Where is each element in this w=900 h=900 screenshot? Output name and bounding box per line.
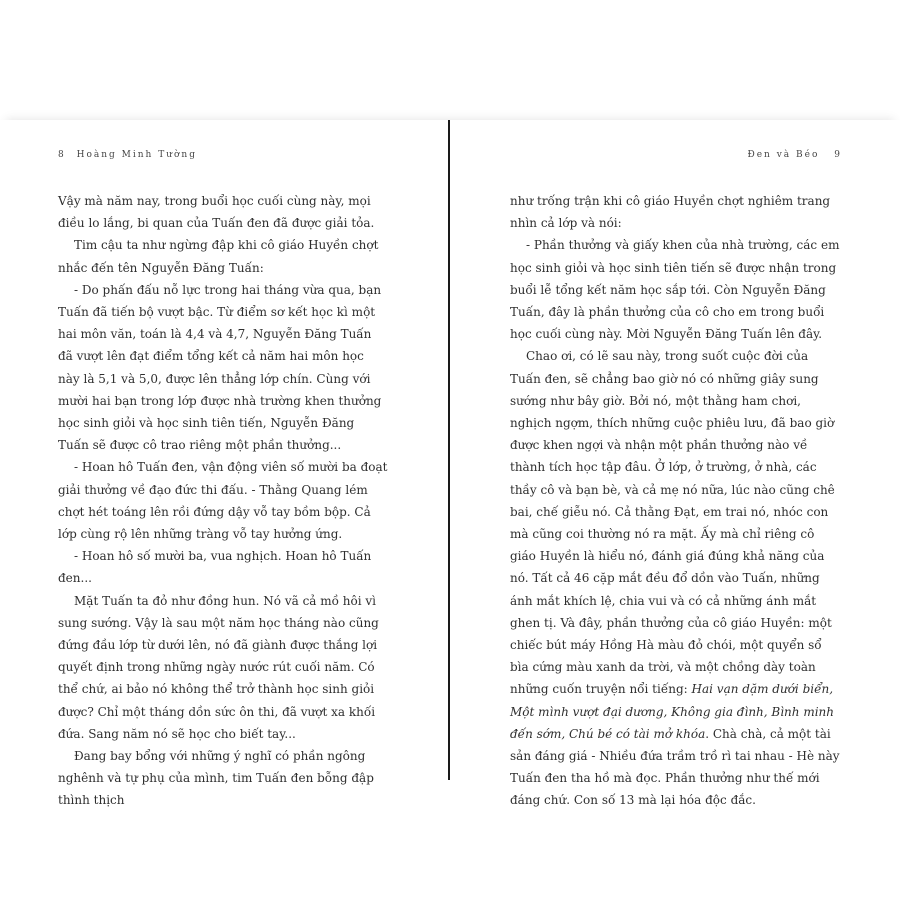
paragraph: Vậy mà năm nay, trong buổi học cuối cùng này, mọi điều lo lắng, bi quan của Tuấn đen đã được giải tỏa.: [58, 194, 375, 231]
left-page-body: [58, 190, 388, 812]
right-running-header: [510, 150, 840, 170]
continued-paragraph: như trống trận khi cô giáo Huyền chợt nghiêm trang nhìn cả lớp và nói:: [510, 194, 831, 231]
right-page-body: [510, 190, 840, 812]
paragraph: - Phần thưởng và giấy khen của nhà trường, các em học sinh giỏi và học sinh tiên tiến sẽ được nhận trong buổi lễ tổng kết năm học sắp tới. Còn Nguyễn Đăng Tuấn, đây là phần thưởng của cô cho em trong buổi học cuối cùng này. Mời Nguyễn Đăng Tuấn lên đây.: [510, 238, 840, 342]
left-running-header: [58, 150, 388, 170]
paragraph: - Hoan hô số mười ba, vua nghịch. Hoan hô Tuấn đen...: [58, 549, 372, 586]
right-page: [510, 150, 840, 812]
right-page-number: 9: [834, 150, 840, 160]
paragraph: - Hoan hô Tuấn đen, vận động viên số mười ba đoạt giải thưởng về đạo đức thi đấu. - Thằng Quang lém chợt hét toáng lên rồi đứng dậy vỗ tay bồm bộp. Cả lớp cùng rộ lên những tràng vỗ tay hưởng ứng.: [58, 460, 388, 542]
left-page: [58, 150, 388, 812]
paragraph: Mặt Tuấn ta đỏ như đồng hun. Nó vã cả mồ hôi vì sung sướng. Vậy là sau một năm học tháng nào cũng đứng đầu lớp từ dưới lên, nó đã giành được thắng lợi quyết định trong những ngày nước rút cuối năm. Có thể chứ, ai bảo nó không thể trở thành học sinh giỏi được? Chỉ một tháng dồn sức ôn thi, đã vượt xa khối đứa. Sang năm nó sẽ học cho biết tay...: [58, 593, 379, 741]
paragraph-end: . Chà chà, cả một tài sản đáng giá - Nhiều đứa trầm trồ rì tai nhau - Hè này Tuấn đen tha hồ mà đọc. Phần thưởng như thế mới đáng chứ. Con số 13 mà lại hóa độc đắc.: [510, 726, 840, 808]
paragraph: Đang bay bổng với những ý nghĩ có phần ngông nghênh và tự phụ của mình, tim Tuấn đen bỗng đập thình thịch: [58, 749, 374, 808]
right-running-head: Đen và Béo: [747, 150, 820, 160]
paragraph: Tim cậu ta như ngừng đập khi cô giáo Huyền chợt nhắc đến tên Nguyễn Đăng Tuấn:: [58, 238, 379, 275]
book-titles-italic: Hai vạn dặm dưới biển, Một mình vượt đại dương, Không gia đình, Bình minh đến sớm, Chú bé có tài mở khóa: [510, 682, 835, 741]
left-running-head: Hoàng Minh Tường: [76, 150, 197, 160]
paragraph: [510, 345, 840, 811]
book-spine: [448, 120, 450, 780]
left-page-number: 8: [58, 150, 64, 160]
paragraph: - Do phấn đấu nỗ lực trong hai tháng vừa qua, bạn Tuấn đã tiến bộ vượt bậc. Từ điểm sơ kết học kì một hai môn văn, toán là 4,4 và 4,7, Nguyễn Đăng Tuấn đã vượt lên đạt điểm tổng kết cả năm hai môn học này là 5,1 và 5,0, được lên thẳng lớp chín. Cùng với mười hai bạn trong lớp được nhà trường khen thưởng học sinh giỏi và học sinh tiên tiến, Nguyễn Đăng Tuấn sẽ được cô trao riêng một phần thưởng...: [58, 282, 382, 453]
paragraph-text: Chao ơi, có lẽ sau này, trong suốt cuộc đời của Tuấn đen, sẽ chẳng bao giờ nó có những giây sung sướng như bây giờ. Bởi nó, một thằng ham chơi, nghịch ngợm, thích những cuộc phiêu lưu, đã bao giờ được khen ngợi và nhận một phần thưởng nào về thành tích học tập đâu. Ở lớp, ở trường, ở nhà, các thầy cô và bạn bè, và cả mẹ nó nữa, lúc nào cũng chê bai, chế giễu nó. Cả thằng Đạt, em trai nó, nhóc con mà cũng coi thường nó ra mặt. Ấy mà chỉ riêng cô giáo Huyền là hiểu nó, đánh giá đúng khả năng của nó. Tất cả 46 cặp mắt đều đổ dồn vào Tuấn, những ánh mắt khích lệ, chia vui và có cả những ánh mắt ghen tị. Và đây, phần thưởng của cô giáo Huyền: một chiếc bút máy Hồng Hà màu đỏ chói, một quyển sổ bìa cứng màu xanh da trời, và một chồng dày toàn những cuốn truyện nổi tiếng:: [510, 349, 835, 697]
